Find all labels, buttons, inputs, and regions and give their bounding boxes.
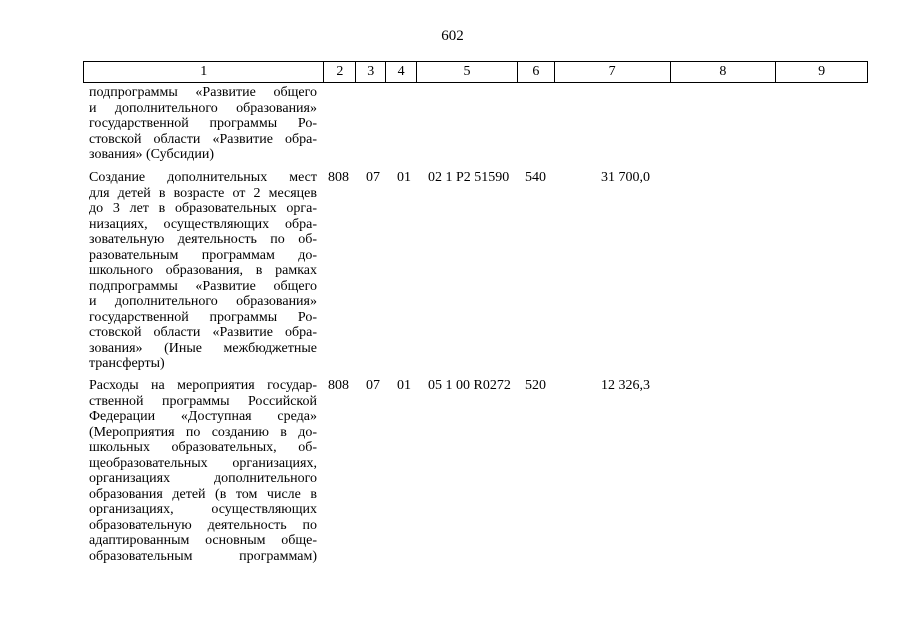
ministry-code: 808 xyxy=(328,170,349,185)
row-description xyxy=(89,85,317,163)
header-col-2: 2 xyxy=(324,62,356,82)
table-header-row xyxy=(83,61,868,83)
subsection-code: 01 xyxy=(397,378,411,393)
header-col-7: 7 xyxy=(555,62,671,82)
section-code: 07 xyxy=(366,170,380,185)
description-line: ственной программы Российской xyxy=(89,393,317,409)
description-line: (Мероприятия по созданию в до- xyxy=(89,424,317,440)
header-col-6: 6 xyxy=(518,62,555,82)
row-description xyxy=(89,378,317,564)
description-line: образования детей (в том числе в xyxy=(89,486,317,502)
description-line: Расходы на мероприятия государ- xyxy=(89,378,317,393)
description-line: Федерации «Доступная среда» xyxy=(89,409,317,424)
description-line: государственной программы Ро- xyxy=(89,309,317,325)
header-col-9: 9 xyxy=(818,64,826,79)
description-line: разовательным программам до- xyxy=(89,247,317,263)
header-col-8: 8 xyxy=(671,62,777,82)
description-line: школьного образования, в рамках xyxy=(89,263,317,278)
description-line: образовательную деятельность по xyxy=(89,517,317,533)
description-line: и дополнительного образования» xyxy=(89,294,317,309)
description-line: образовательным программам) xyxy=(89,548,317,564)
description-line: низациях, осуществляющих обра- xyxy=(89,216,317,232)
description-line: стовской области «Развитие обра- xyxy=(89,325,317,340)
row-description xyxy=(89,170,317,372)
description-line: зования» (Иные межбюджетные xyxy=(89,340,317,356)
header-col-5: 5 xyxy=(417,62,518,82)
description-line: зования» (Субсидии) xyxy=(89,147,215,162)
description-line: организациях, осуществляющих xyxy=(89,502,317,517)
description-line: подпрограммы «Развитие общего xyxy=(89,278,317,294)
subsection-code: 01 xyxy=(397,170,411,185)
description-line: для детей в возрасте от 2 месяцев xyxy=(89,185,317,201)
header-col-3: 3 xyxy=(356,62,386,82)
description-line: подпрограммы «Развитие общего xyxy=(89,85,317,100)
expense-type-code: 520 xyxy=(525,378,546,393)
description-line: зовательную деятельность по об- xyxy=(89,232,317,247)
amount-value: 31 700,0 xyxy=(601,170,650,185)
target-article-code: 05 1 00 R0272 xyxy=(428,378,511,393)
description-line: и дополнительного образования» xyxy=(89,100,317,116)
header-col-4: 4 xyxy=(386,62,417,82)
description-line: государственной программы Ро- xyxy=(89,116,317,131)
description-line: школьных образовательных, об- xyxy=(89,440,317,455)
description-line: стовской области «Развитие обра- xyxy=(89,131,317,147)
description-line: трансферты) xyxy=(89,356,165,371)
ministry-code: 808 xyxy=(328,378,349,393)
description-line: щеобразовательных организациях, xyxy=(89,455,317,471)
description-line: адаптированным основным обще- xyxy=(89,533,317,548)
section-code: 07 xyxy=(366,378,380,393)
amount-value: 12 326,3 xyxy=(601,378,650,393)
description-line: Создание дополнительных мест xyxy=(89,170,317,185)
target-article-code: 02 1 P2 51590 xyxy=(428,170,510,185)
expense-type-code: 540 xyxy=(525,170,546,185)
page-number: 602 xyxy=(441,28,464,44)
description-line: до 3 лет в образовательных орга- xyxy=(89,201,317,216)
header-col-1: 1 xyxy=(84,62,324,82)
description-line: организациях дополнительного xyxy=(89,471,317,486)
